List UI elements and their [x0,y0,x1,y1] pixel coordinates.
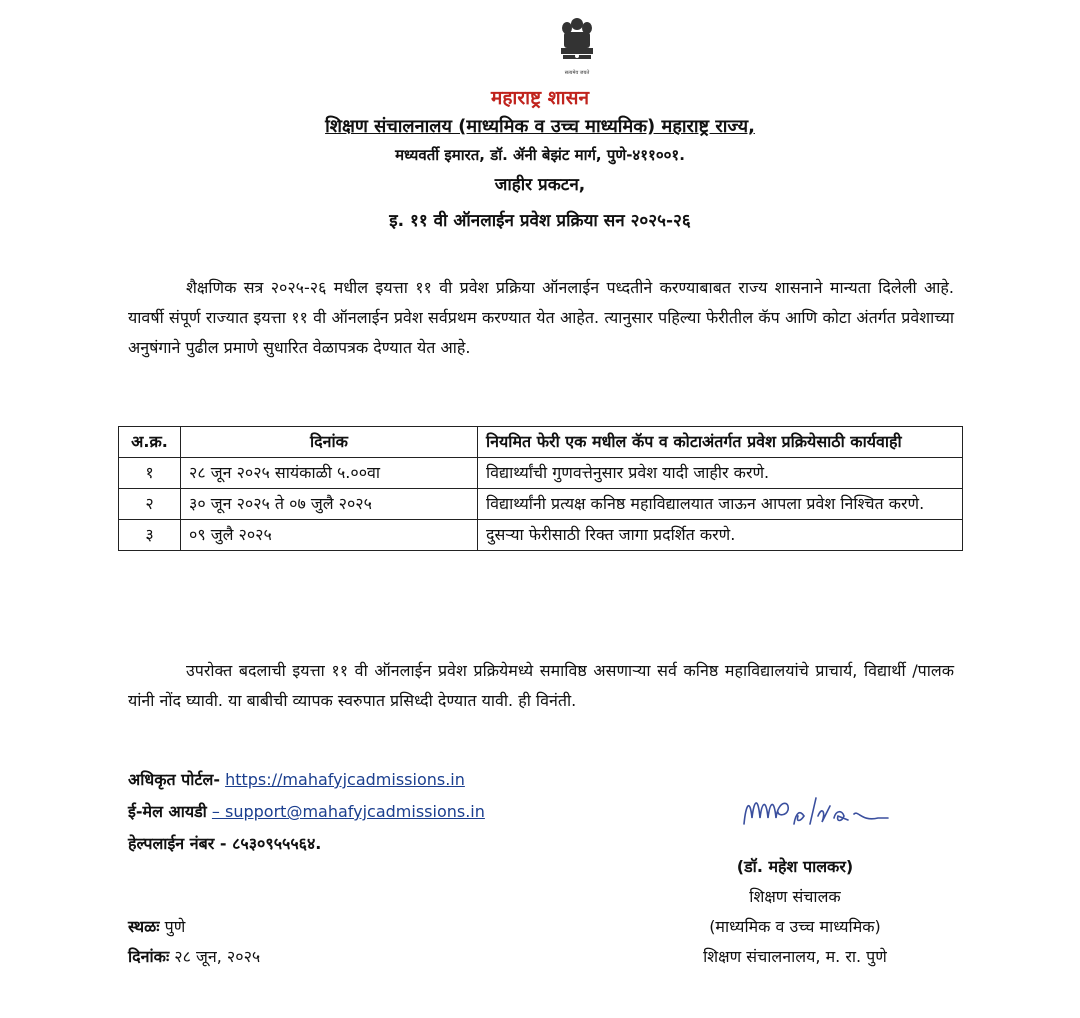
government-title: महाराष्ट्र शासन [490,87,589,109]
intro-paragraph [128,273,954,363]
closing-paragraph [128,656,954,716]
contact-block [128,764,485,860]
row-serial: ३ [119,520,181,551]
row-action: विद्यार्थ्यांची गुणवत्तेनुसार प्रवेश यादी जाहीर करणे. [478,458,963,489]
signatory-designation: शिक्षण संचालक [749,887,841,906]
row-action: विद्यार्थ्यांनी प्रत्यक्ष कनिष्ठ महाविद्यालयात जाऊन आपला प्रवेश निश्चित करणे. [478,489,963,520]
department-text: शिक्षण संचालनालय (माध्यमिक व उच्च माध्यमिक) महाराष्ट्र राज्य, [325,116,755,137]
header-date: दिनांक [181,427,478,458]
portal-link[interactable]: https://mahafyjcadmissions.in [225,770,465,789]
date-line [128,942,260,972]
portal-line [128,764,485,796]
date-value: २८ जून, २०२५ [174,947,261,966]
notice-title: जाहीर प्रकटन, [494,175,586,195]
date-label: दिनांकः [128,947,170,966]
header-serial: अ.क्र. [119,427,181,458]
row-serial: २ [119,489,181,520]
place-date-block [128,912,260,972]
department-address: मध्यवर्ती इमारत, डॉ. ॲनी बेझंट मार्ग, पुणे-४११००१. [395,146,685,164]
signatory-block [660,852,930,972]
department-title [0,114,1080,138]
email-link[interactable]: – support@mahafyjcadmissions.in [211,802,485,821]
row-date: ०९ जुलै २०२५ [181,520,478,551]
handwritten-signature [738,788,898,836]
place-label: स्थळः [128,917,160,936]
notice-subject: इ. ११ वी ऑनलाईन प्रवेश प्रक्रिया सन २०२५-२६ [389,211,691,231]
place-value: पुणे [164,917,186,936]
ashoka-emblem-icon [554,14,600,80]
helpline-label: हेल्पलाईन नंबर - ८५३०९५५५६४. [128,834,322,853]
email-line [128,796,485,828]
signatory-office: शिक्षण संचालनालय, म. रा. पुणे [703,947,887,966]
table-header-row [119,427,963,458]
row-date: २८ जून २०२५ सायंकाळी ५.००वा [181,458,478,489]
emblem-motto: सत्यमेव जयते [564,70,590,76]
email-label: ई-मेल आयडी [128,802,207,821]
place-line [128,912,260,942]
row-serial: १ [119,458,181,489]
row-date: ३० जून २०२५ ते ०७ जुलै २०२५ [181,489,478,520]
schedule-table [118,426,963,551]
signatory-name: (डॉ. महेश पालकर) [736,857,854,876]
table-row [119,458,963,489]
row-action: दुसऱ्या फेरीसाठी रिक्त जागा प्रदर्शित करणे. [478,520,963,551]
signatory-division: (माध्यमिक व उच्च माध्यमिक) [709,917,881,936]
header-action: नियमित फेरी एक मधील कॅप व कोटाअंतर्गत प्रवेश प्रक्रियेसाठी कार्यवाही [478,427,963,458]
closing-paragraph-text: उपरोक्त बदलाची इयत्ता ११ वी ऑनलाईन प्रवेश प्रक्रियेमध्ये समाविष्ठ असणाऱ्या सर्व कनिष्ठ महाविद्यालयांचे प्राचार्य, विद्यार्थी /पालक यांनी नोंद घ्यावी. या बाबीची व्यापक स्वरुपात प्रसिध्दी देण्यात यावी. ही विनंती. [128,661,954,710]
table-row [119,489,963,520]
portal-label: अधिकृत पोर्टल- [128,770,220,789]
intro-paragraph-text: शैक्षणिक सत्र २०२५-२६ मधील इयत्ता ११ वी प्रवेश प्रक्रिया ऑनलाईन पध्दतीने करण्याबाबत राज्य शासनाने मान्यता दिलेली आहे. यावर्षी संपूर्ण राज्यात इयत्ता ११ वी ऑनलाईन प्रवेश सर्वप्रथम करण्यात येत आहेत. त्यानुसार पहिल्या फेरीतील कॅप आणि कोटा अंतर्गत प्रवेशाच्या अनुषंगाने पुढील प्रमाणे सुधारित वेळापत्रक देण्यात येत आहे. [128,278,954,357]
helpline-line [128,828,485,860]
table-row [119,520,963,551]
